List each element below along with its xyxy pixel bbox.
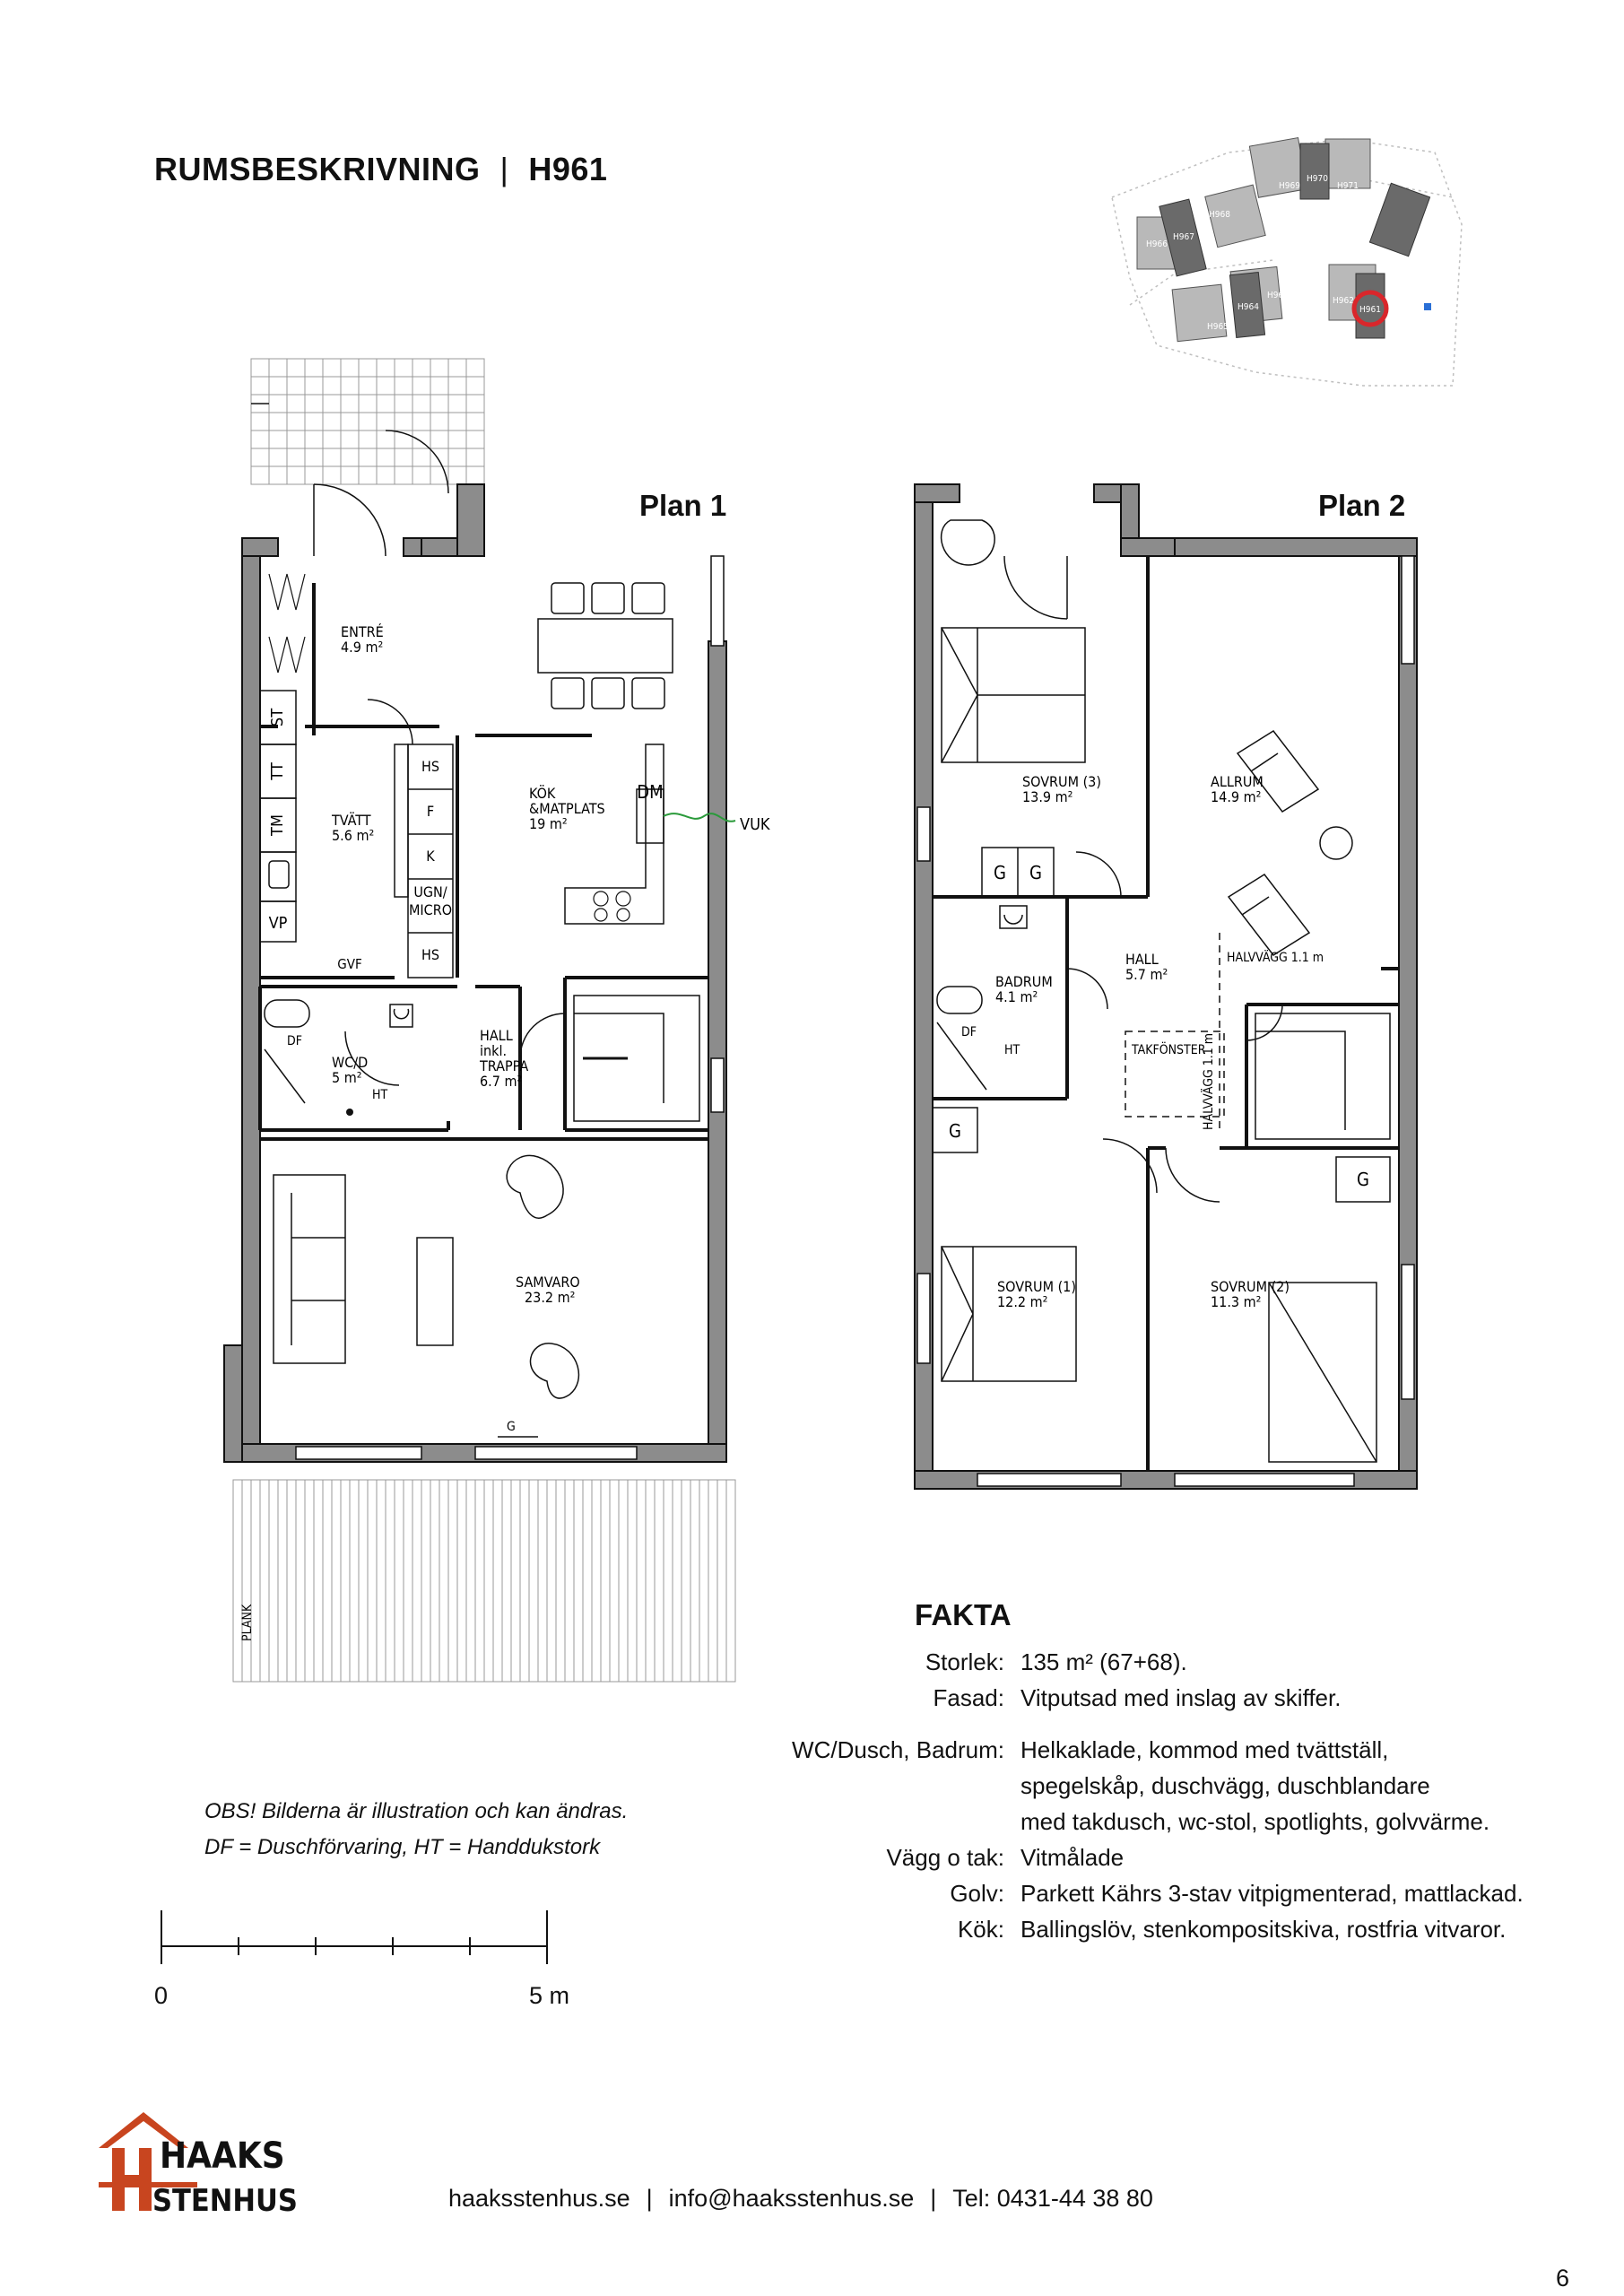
title-separator: | [499,151,509,187]
room-tvatt-area: 5.6 m² [332,827,375,844]
page-number: 6 [1556,2265,1570,2292]
site-label-h968: H968 [1209,210,1230,220]
wc-df-label: DF [287,1034,302,1048]
note-line-1: OBS! Bilderna är illustration och kan ändras. [204,1799,629,1823]
site-label-h970: H970 [1307,174,1328,184]
house-id: H961 [528,151,608,187]
room-samvaro-name: SAMVARO [516,1274,580,1291]
porch-tiles [251,359,484,484]
company-logo [90,2103,323,2220]
room-entre-name: ENTRÉ [341,623,384,640]
plan1-drawing [215,350,770,1686]
logo-line2: STENHUS [152,2183,298,2219]
plan2-walls [915,484,1417,1489]
fakta-value [1020,1732,1576,1839]
fakta-key: Storlek: [925,1648,1004,1675]
room-hall-name: HALL [480,1027,513,1044]
parking-icon [1424,303,1431,310]
fakta-value: Vitmålade [1020,1844,1125,1871]
page-title [154,151,607,188]
badrum-df-label: DF [961,1025,977,1039]
footer-website[interactable]: haaksstenhus.se [448,2185,630,2212]
fakta-title: FAKTA [915,1598,1012,1631]
fakta-row-vagg [771,1839,1576,1875]
site-map [1094,117,1471,404]
site-label-h967: H967 [1173,232,1194,242]
room-hall-name2: inkl. [480,1042,508,1059]
room-wc-name: WC/D [332,1054,369,1071]
room-hall-area: 6.7 m² [480,1073,523,1090]
fakta-value: Vitputsad med inslag av skiffer. [1020,1684,1342,1711]
footer-email[interactable]: info@haaksstenhus.se [668,2185,915,2212]
plan1-walls [224,484,726,1462]
fakta-key: Golv: [950,1880,1004,1907]
fakta-key: Kök: [957,1916,1004,1943]
fixture-gvf: GVF [337,956,362,972]
fixture-ugn: UGN/ [413,883,447,900]
dining-set [538,583,673,709]
room-sovrum2-name: SOVRUM (2) [1211,1278,1290,1295]
site-label-h964: H964 [1238,302,1259,312]
wc-ht-label: HT [372,1088,388,1102]
room-sovrum2-area: 11.3 m² [1211,1293,1262,1310]
halvvagg-vertical-label: HALVVÄGG 1.1 m [1202,1032,1216,1130]
room-tvatt-name: TVÄTT [332,812,371,829]
terrace-planks [233,1480,735,1682]
fixture-st: ST [268,708,287,727]
fakta-row-storlek [771,1644,1576,1680]
fakta-row-fasad [771,1680,1576,1716]
room-allrum-name: ALLRUM [1211,773,1264,790]
fakta-table [771,1644,1576,1947]
room-allrum-area: 14.9 m² [1211,788,1262,805]
takfonster-label: TAKFÖNSTER [1132,1043,1206,1057]
fakta-value: Parkett Kährs 3-stav vitpigmenterad, mattlackad. [1020,1880,1524,1907]
room-hall2-name: HALL [1125,951,1159,968]
fakta-value: 135 m² (67+68). [1020,1648,1187,1675]
samvaro-g-label: G [507,1420,516,1434]
plan1-label: Plan 1 [639,489,727,522]
site-label-h961: H961 [1359,305,1381,315]
room-kok-name2: &MATPLATS [529,800,605,817]
fixture-vp: VP [268,914,288,933]
room-sovrum1-area: 12.2 m² [997,1293,1048,1310]
room-badrum-name: BADRUM [995,973,1053,990]
fixture-k: K [426,848,435,865]
fixture-micro: MICRO [408,901,453,918]
fakta-value-line: spegelskåp, duschvägg, duschblandare [1020,1772,1430,1799]
site-label-h969: H969 [1279,181,1300,191]
fixture-tm: TM [268,814,287,836]
closet-g4: G [1357,1169,1369,1190]
site-label-h963: H963 [1267,291,1289,300]
closet-g1: G [994,862,1006,883]
fakta-value-line: med takdusch, wc-stol, spotlights, golvvärme. [1020,1808,1490,1835]
room-sovrum3-name: SOVRUM (3) [1022,773,1101,790]
fixture-f: F [426,803,435,820]
site-label-h965: H965 [1207,322,1229,332]
plank-label: PLANK [240,1604,255,1641]
site-label-h962: H962 [1333,296,1354,306]
title-text: RUMSBESKRIVNING [154,151,481,187]
site-label-h971: H971 [1337,181,1359,191]
fakta-value: Ballingslöv, stenkompositskiva, rostfria vitvaror. [1020,1916,1507,1943]
fakta-key: Fasad: [933,1684,1004,1711]
room-sovrum1-name: SOVRUM (1) [997,1278,1076,1295]
notes [204,1794,628,1866]
fakta-row-kok [771,1911,1576,1947]
footer-phone: Tel: 0431-44 38 80 [952,2185,1153,2212]
fixture-hs: HS [421,758,439,775]
room-hall-name3: TRAPPA [480,1057,529,1074]
fixture-hs2: HS [421,946,439,963]
vuk-label: VUK [740,815,770,834]
fixture-dm: DM [637,781,664,803]
room-kok-name: KÖK [529,785,556,802]
closet-g3: G [949,1120,961,1142]
fakta-value-line: Helkaklade, kommod med tvättställ, [1020,1736,1389,1763]
room-badrum-area: 4.1 m² [995,988,1038,1005]
fakta-row-golv [771,1875,1576,1911]
room-sovrum3-area: 13.9 m² [1022,788,1073,805]
room-entre-area: 4.9 m² [341,639,384,656]
badrum-ht-label: HT [1004,1043,1020,1057]
room-hall2-area: 5.7 m² [1125,966,1168,983]
site-label-h966: H966 [1146,239,1168,249]
note-line-2: DF = Duschförvaring, HT = Handdukstork [204,1835,601,1859]
closet-g2: G [1029,862,1042,883]
scale-bar [157,1910,560,1964]
fakta-key: WC/Dusch, Badrum: [792,1736,1004,1763]
room-samvaro-area: 23.2 m² [525,1289,576,1306]
fixture-tt: TT [268,762,287,780]
room-wc-area: 5 m² [332,1069,362,1086]
plan2-label: Plan 2 [1318,489,1406,522]
fakta-row-wc [771,1732,1576,1839]
logo-line1: HAAKS [160,2135,285,2177]
scale-end: 5 m [529,1982,570,2009]
footer: haaksstenhus.se | info@haaksstenhus.se | Tel: 0431-44 38 80 [448,2185,1153,2212]
fakta-key: Vägg o tak: [886,1844,1004,1871]
room-kok-area: 19 m² [529,815,568,832]
scale-start: 0 [154,1982,169,2009]
plan2-drawing [897,466,1435,1498]
halvvagg-label: HALVVÄGG 1.1 m [1227,951,1324,965]
